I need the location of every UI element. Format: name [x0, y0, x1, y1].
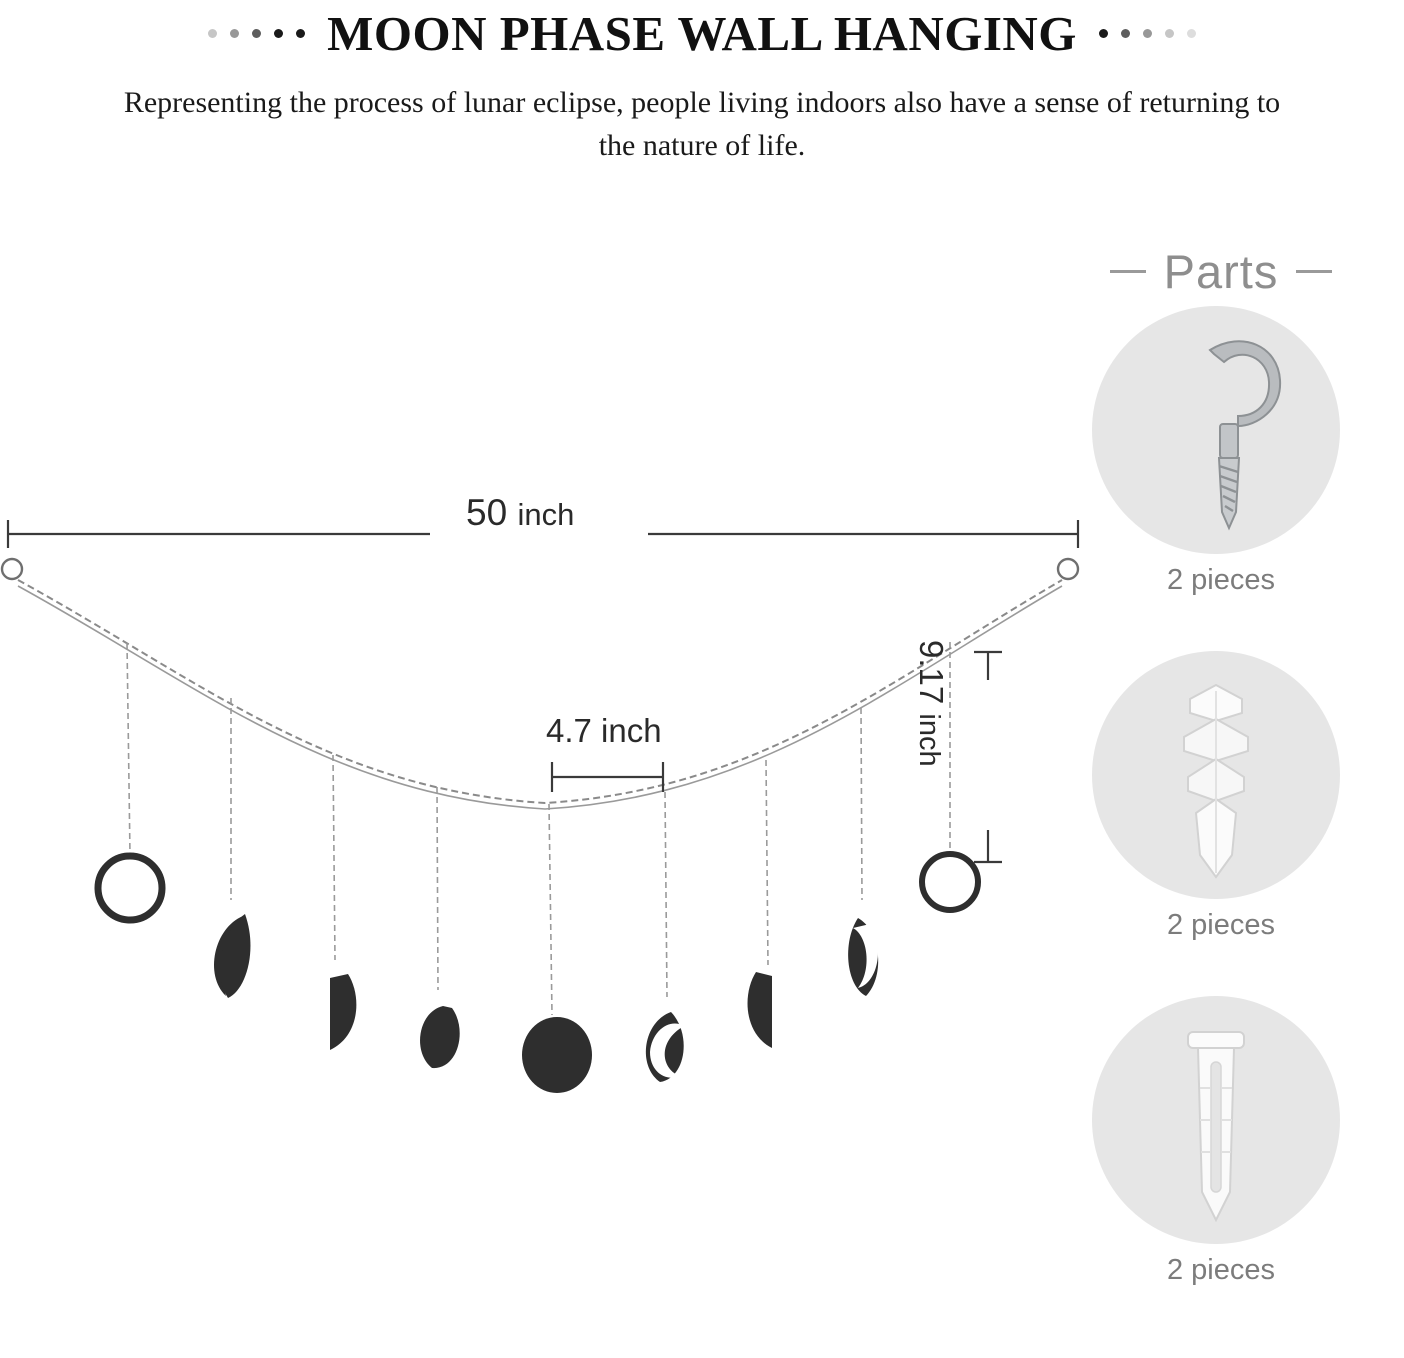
expansion-plug-icon — [1092, 996, 1340, 1244]
part-quantity: 2 pieces — [1166, 1254, 1275, 1286]
drop-dimension — [974, 652, 1002, 862]
heading-rule-right — [1296, 270, 1332, 273]
drop-value: 9.17 — [913, 640, 950, 705]
spacing-dimension-label: 4.7 inch — [546, 712, 662, 749]
main-chain-shadow — [18, 586, 1062, 809]
width-unit: inch — [517, 497, 575, 532]
decorative-dots-left — [208, 29, 305, 38]
charm-half-moon-2 — [748, 972, 772, 1048]
page-subtitle: Representing the process of lunar eclipse, people living indoors also have a sense of returning to the nature of life. — [123, 86, 1281, 162]
heading-rule-left — [1110, 270, 1146, 273]
part-quantity: 2 pieces — [1166, 909, 1275, 941]
title-row — [0, 2, 1404, 64]
charm-full-moon-ring — [98, 856, 162, 920]
charm-half-moon — [330, 974, 356, 1050]
charm-crescent-moon — [646, 1012, 684, 1082]
drop-dimension-label — [912, 640, 950, 767]
diagram-svg — [0, 430, 1110, 1130]
drop-unit: inch — [913, 713, 945, 767]
header — [0, 0, 1404, 200]
charm-gibbous-moon — [420, 1006, 460, 1068]
product-dimension-diagram — [0, 430, 1110, 1130]
width-value: 50 — [466, 492, 508, 533]
parts-panel — [1056, 236, 1386, 1346]
parts-heading-label: Parts — [1163, 244, 1279, 298]
part-screw-hook — [1056, 306, 1386, 651]
decorative-dots-right — [1099, 29, 1196, 38]
part-expansion-wall-plug — [1056, 996, 1386, 1341]
charm-waning-crescent — [214, 914, 250, 998]
drop-chains — [127, 642, 950, 1015]
spacing-dimension — [552, 762, 663, 792]
charm-full-moon-disc — [522, 1017, 592, 1093]
ribbed-anchor-icon — [1092, 651, 1340, 899]
part-ribbed-wall-anchor — [1056, 651, 1386, 996]
left-end-ring — [2, 559, 22, 579]
charm-crescent-moon-2 — [848, 918, 878, 996]
main-chain — [18, 580, 1062, 803]
part-quantity: 2 pieces — [1166, 564, 1275, 596]
page-title: MOON PHASE WALL HANGING — [327, 5, 1077, 61]
parts-heading — [1056, 236, 1386, 306]
width-dimension-label — [466, 492, 574, 534]
screw-hook-icon — [1092, 306, 1340, 554]
charm-full-moon-ring-2 — [922, 854, 978, 910]
